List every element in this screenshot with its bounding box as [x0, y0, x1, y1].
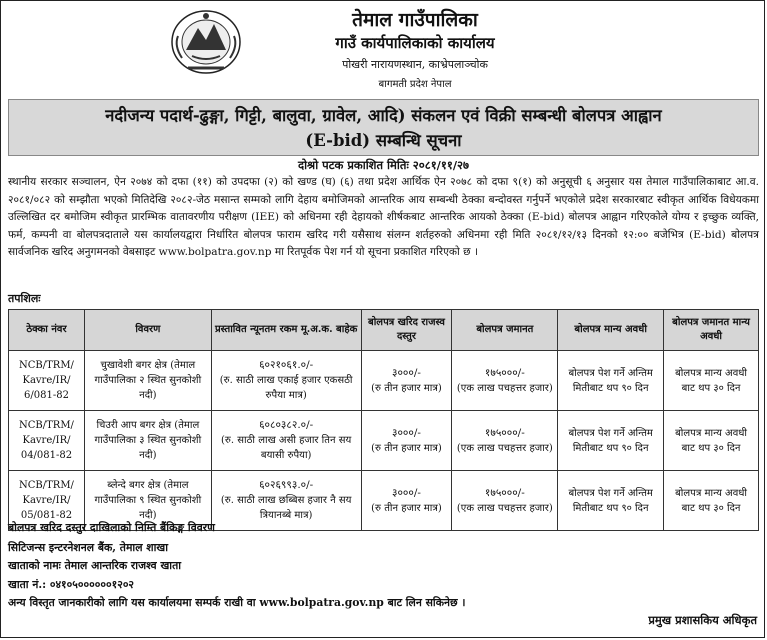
- bid-bond-words: (एक लाख पचहत्तर हजार): [456, 382, 553, 394]
- contract-id: NCB/TRM/ Kavre/IR/ 05/081-82: [9, 471, 85, 531]
- contract-description: चिउरी आप बगर क्षेत्र (तेमाल गाउँपालिका ३ स्थित सुनकोशी नदी): [84, 411, 211, 471]
- bid-validity: बोलपत्र पेश गर्ने अन्तिम मितीबाट थप ९० दिन: [558, 411, 664, 471]
- publish-date: दोश्रो पटक प्रकाशित मितिः २०८१/११/२७: [297, 158, 470, 172]
- office-address: पोखरी नारायणस्थान, काभ्रेपलाञ्चोक: [342, 58, 488, 71]
- bank-details-title: बोलपत्र खरिद दस्तुर दाखिलाको निम्ति बैंकिङ्ग विवरण: [8, 521, 215, 534]
- proposed-amount-cell: [211, 411, 361, 471]
- bid-fee: ३०००/-: [392, 486, 421, 499]
- header-description: विवरण: [84, 310, 211, 351]
- account-name: खाताको नामः तेमाल आन्तरिक राजश्व खाता: [8, 559, 182, 572]
- proposed-amount: ६०२६९९३.०/-: [259, 479, 314, 491]
- bond-validity: बोलपत्र मान्य अवधी बाट थप ३० दिन: [664, 471, 759, 531]
- contract-id: NCB/TRM/ Kavre/IR/ 6/081-82: [9, 351, 85, 411]
- contract-description: चुखावेशी बगर क्षेत्र (तेमाल गाउँपालिका २ स्थित सुनकोशी नदी): [84, 351, 211, 411]
- bid-bond: १७५०००/-: [484, 486, 525, 499]
- contact-note: अन्य विस्तृत जानकारीको लागि यस कार्यालयमा सम्पर्क राखी वा www.bolpatra.gov.np बाट लिन सकिनेछ ।: [8, 596, 466, 609]
- header-bid-validity: बोलपत्र मान्य अवधी: [558, 310, 664, 351]
- bid-validity: बोलपत्र पेश गर्ने अन्तिम मितीबाट थप ९० दिन: [558, 471, 664, 531]
- header-proposed-amount: प्रस्तावित न्यूनतम रकम मू.अ.क. बाहेक: [211, 310, 361, 351]
- bid-fee: ३०००/-: [392, 366, 421, 379]
- bid-bond: १७५०००/-: [484, 366, 525, 379]
- bid-bond-words: (एक लाख पचहत्तर हजार): [456, 442, 553, 454]
- bid-fee-words: (रु तीन हजार मात्र): [371, 502, 442, 514]
- proposed-amount-words: (रु. साठी लाख छब्बिस हजार नै सय त्रियानब्बे मात्र): [220, 495, 352, 521]
- bid-fee: ३०००/-: [392, 426, 421, 439]
- bid-fee-cell: [361, 411, 452, 471]
- header-contract-no: ठेक्का नंवर: [9, 310, 85, 351]
- bid-validity: बोलपत्र पेश गर्ने अन्तिम मितीबाट थप ९० दिन: [558, 351, 664, 411]
- bid-fee-words: (रु तीन हजार मात्र): [371, 442, 442, 454]
- office-name: गाउँ कार्यपालिकाको कार्यालय: [335, 34, 495, 52]
- bid-bond: १७५०००/-: [484, 426, 525, 439]
- municipality-emblem-logo: [168, 6, 244, 76]
- header-bond-validity: बोलपत्र जमानत मान्य अवधी: [664, 310, 759, 351]
- notice-title-line1: नदीजन्य पदार्थ-ढुङ्गा, गिट्टी, बालुवा, ग्रावेल, आदि) संकलन एवं विक्री सम्बन्धी बोलपत्र आह्वान: [105, 106, 662, 125]
- bond-validity: बोलपत्र मान्य अवधी बाट थप ३० दिन: [664, 351, 759, 411]
- proposed-amount-words: (रु. साठी लाख असी हजार तिन सय बयासी रुपैया): [221, 435, 352, 461]
- details-label: तपशिलः: [8, 292, 41, 305]
- province-name: बागमती प्रदेश नेपाल: [378, 79, 452, 90]
- bond-validity: बोलपत्र मान्य अवधी बाट थप ३० दिन: [664, 411, 759, 471]
- proposed-amount: ६०२१०६१.०/-: [259, 359, 314, 371]
- account-number: खाता नं.: ०४१०५००००००१२०२: [8, 578, 135, 591]
- signatory-title: प्रमुख प्रशासकिय अधिकृत: [648, 613, 757, 627]
- proposed-amount-words: (रु. साठी लाख एकाई हजार एकसठी रुपैया मात्र): [219, 375, 353, 401]
- contract-description: ब्लेन्दे बगर क्षेत्र (तेमाल गाउँपालिका ९ स्थित सुनकोशी नदी): [84, 471, 211, 531]
- table-row: [9, 351, 759, 411]
- table-header-row: [9, 310, 759, 351]
- bid-bond-cell: [452, 411, 558, 471]
- header-bid-bond: बोलपत्र जमानत: [452, 310, 558, 351]
- municipality-name: तेमाल गाउँपालिका: [352, 9, 478, 31]
- contract-id: NCB/TRM/ Kavre/IR/ 04/081-82: [9, 411, 85, 471]
- proposed-amount-cell: [211, 351, 361, 411]
- bid-bond-words: (एक लाख पचहत्तर हजार): [456, 502, 553, 514]
- notice-body-text: स्थानीय सरकार सञ्चालन, ऐन २०७४ को दफा (११) को उपदफा (२) को खण्ड (घ) (६) तथा प्रदेश आर्थिक ऐन २०७८ को दफा ९(१) को अनुसूची ६ अनुसार यस तेमाल गाउँपालिकाबाट आ.व. २०८१/०८२ को सम्झौता भएको मितिदेखि २०८२-जेठ मसान्त सम्मको लागि देहाय बमोजिमको आन्तरिक आय सम्बन्धी ठेक्का बन्दोवस्त गर्नुपर्ने भएकोले प्रदेश सरकारबाट स्वीकृत आर्थिक विधेयकमा उल्लिखित दर बमोजिम स्वीकृत प्रारम्भिक वातावरणीय परीक्षण (IEE) को अधिनमा रही देहायको शीर्षकबाट आन्तरिक आयको ठेक्का (E-bid) बोलपत्र आह्वान गरिएकोले योग्य र इच्छुक व्यक्ति, फर्म, कम्पनी वा बोलपत्रदाताले यस कार्यालयद्वारा निर्धारित बोलपत्र फाराम खरिद गरी यसैसाथ संलग्न शर्तहरुको अधिनमा रही मिति २०८१/१२/१३ दिनको १२:०० बजेभित्र (E-bid) बोलपत्र सार्वजनिक खरिद अनुगमनको वेबसाइट www.bolpatra.gov.np मा रितपूर्वक पेश गर्न यो सूचना प्रकाशित गरिएको छ ।: [8, 176, 759, 259]
- table-row: [9, 411, 759, 471]
- bid-bond-cell: [452, 351, 558, 411]
- bid-fee-cell: [361, 351, 452, 411]
- proposed-amount: ६०८०३८२.०/-: [259, 419, 314, 431]
- tender-table: [8, 309, 759, 531]
- header-bid-fee: बोलपत्र खरिद राजस्व दस्तुर: [361, 310, 452, 351]
- bid-fee-words: (रु तीन हजार मात्र): [371, 382, 442, 394]
- bid-fee-cell: [361, 471, 452, 531]
- proposed-amount-cell: [211, 471, 361, 531]
- notice-title-banner: [8, 99, 759, 156]
- bid-bond-cell: [452, 471, 558, 531]
- notice-title-line2: (E-bid) सम्बन्धि सूचना: [305, 131, 462, 150]
- bank-name: सिटिजन्स इन्टरनेशनल बैंक, तेमाल शाखा: [8, 541, 169, 554]
